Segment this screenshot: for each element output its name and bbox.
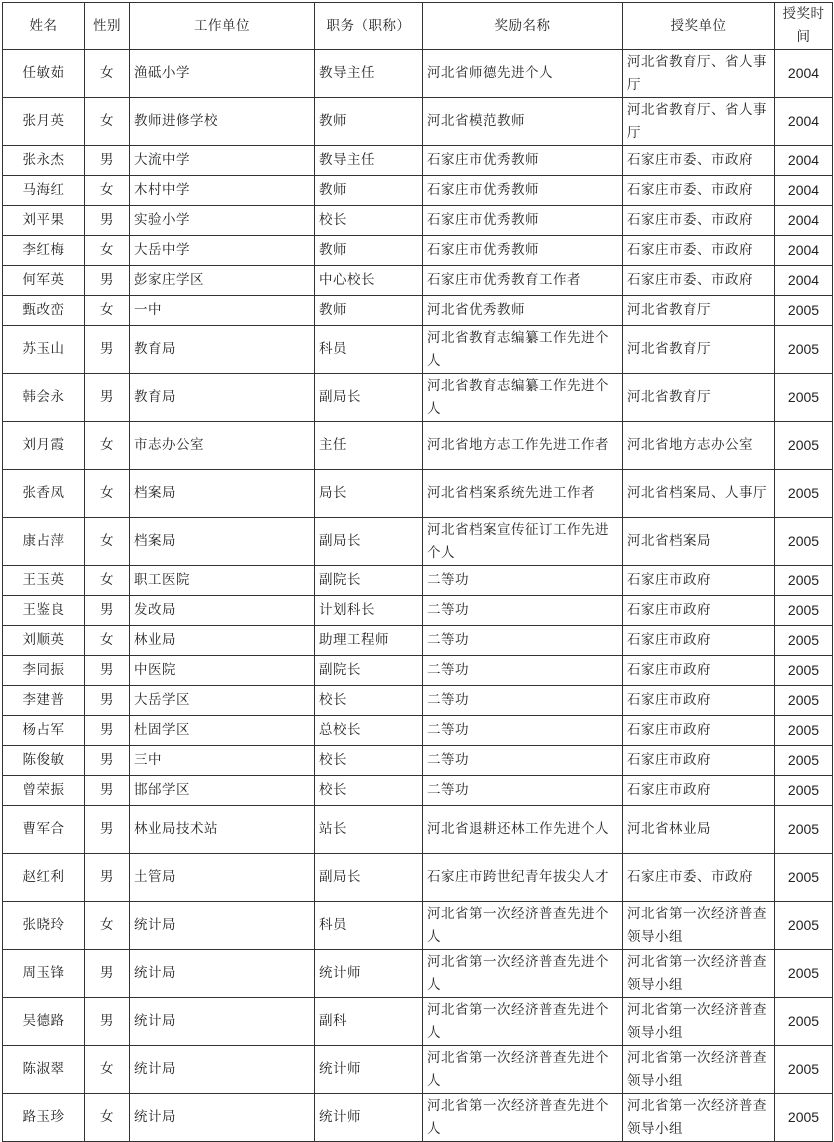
- cell-year: 2005: [775, 656, 833, 686]
- cell-year: 2005: [775, 374, 833, 422]
- table-row: [3, 1046, 833, 1094]
- cell-year: 2005: [775, 626, 833, 656]
- cell-grantor: 石家庄市委、市政府: [623, 236, 775, 266]
- cell-position: 教师: [315, 296, 423, 326]
- cell-unit: 统计局: [130, 998, 315, 1046]
- cell-position: 科员: [315, 326, 423, 374]
- cell-award: 二等功: [423, 596, 623, 626]
- awards-table: [2, 2, 833, 1142]
- cell-award: 河北省教育志编纂工作先进个人: [423, 374, 623, 422]
- cell-year: 2005: [775, 566, 833, 596]
- cell-award: 河北省退耕还林工作先进个人: [423, 806, 623, 854]
- table-row: [3, 266, 833, 296]
- cell-unit: 统计局: [130, 1094, 315, 1142]
- table-row: [3, 50, 833, 98]
- cell-year: 2004: [775, 50, 833, 98]
- table-row: [3, 146, 833, 176]
- cell-unit: 职工医院: [130, 566, 315, 596]
- cell-unit: 发改局: [130, 596, 315, 626]
- cell-grantor: 石家庄市委、市政府: [623, 176, 775, 206]
- cell-gender: 男: [85, 596, 130, 626]
- table-row: [3, 566, 833, 596]
- cell-year: 2005: [775, 1046, 833, 1094]
- cell-position: 教师: [315, 176, 423, 206]
- cell-year: 2005: [775, 686, 833, 716]
- cell-award: 河北省第一次经济普查先进个人: [423, 950, 623, 998]
- cell-year: 2005: [775, 518, 833, 566]
- cell-award: 河北省教育志编纂工作先进个人: [423, 326, 623, 374]
- cell-gender: 男: [85, 686, 130, 716]
- cell-unit: 市志办公室: [130, 422, 315, 470]
- cell-name: 陈俊敏: [3, 746, 85, 776]
- cell-name: 张月英: [3, 98, 85, 146]
- cell-year: 2005: [775, 470, 833, 518]
- cell-unit: 渔砥小学: [130, 50, 315, 98]
- cell-unit: 大流中学: [130, 146, 315, 176]
- cell-gender: 男: [85, 656, 130, 686]
- cell-grantor: 河北省第一次经济普查领导小组: [623, 902, 775, 950]
- cell-grantor: 河北省教育厅、省人事厅: [623, 50, 775, 98]
- cell-name: 刘平果: [3, 206, 85, 236]
- header-award: 奖励名称: [423, 3, 623, 50]
- table-row: [3, 518, 833, 566]
- cell-year: 2004: [775, 98, 833, 146]
- cell-name: 曹军合: [3, 806, 85, 854]
- cell-grantor: 河北省第一次经济普查领导小组: [623, 998, 775, 1046]
- cell-gender: 男: [85, 374, 130, 422]
- cell-award: 河北省模范教师: [423, 98, 623, 146]
- header-year: 授奖时间: [775, 3, 833, 50]
- cell-position: 校长: [315, 746, 423, 776]
- cell-grantor: 河北省第一次经济普查领导小组: [623, 1046, 775, 1094]
- cell-position: 副院长: [315, 566, 423, 596]
- cell-year: 2005: [775, 596, 833, 626]
- cell-gender: 男: [85, 806, 130, 854]
- cell-grantor: 石家庄市政府: [623, 686, 775, 716]
- table-row: [3, 374, 833, 422]
- cell-name: 赵红利: [3, 854, 85, 902]
- cell-year: 2005: [775, 902, 833, 950]
- cell-year: 2004: [775, 176, 833, 206]
- cell-name: 张晓玲: [3, 902, 85, 950]
- cell-year: 2005: [775, 854, 833, 902]
- cell-unit: 邯邰学区: [130, 776, 315, 806]
- cell-grantor: 石家庄市政府: [623, 656, 775, 686]
- cell-unit: 统计局: [130, 902, 315, 950]
- cell-gender: 男: [85, 854, 130, 902]
- cell-gender: 女: [85, 50, 130, 98]
- cell-gender: 女: [85, 98, 130, 146]
- cell-position: 教导主任: [315, 146, 423, 176]
- cell-name: 苏玉山: [3, 326, 85, 374]
- cell-grantor: 石家庄市政府: [623, 596, 775, 626]
- cell-unit: 大岳中学: [130, 236, 315, 266]
- table-row: [3, 296, 833, 326]
- cell-name: 吴德路: [3, 998, 85, 1046]
- cell-name: 何军英: [3, 266, 85, 296]
- cell-name: 路玉珍: [3, 1094, 85, 1142]
- cell-year: 2005: [775, 950, 833, 998]
- cell-grantor: 石家庄市委、市政府: [623, 206, 775, 236]
- cell-grantor: 河北省教育厅: [623, 326, 775, 374]
- cell-grantor: 石家庄市委、市政府: [623, 266, 775, 296]
- cell-year: 2004: [775, 236, 833, 266]
- cell-position: 校长: [315, 206, 423, 236]
- cell-name: 马海红: [3, 176, 85, 206]
- cell-award: 河北省地方志工作先进工作者: [423, 422, 623, 470]
- cell-name: 韩会永: [3, 374, 85, 422]
- cell-position: 总校长: [315, 716, 423, 746]
- table-row: [3, 776, 833, 806]
- cell-award: 河北省优秀教师: [423, 296, 623, 326]
- cell-unit: 档案局: [130, 470, 315, 518]
- cell-grantor: 石家庄市委、市政府: [623, 854, 775, 902]
- cell-gender: 女: [85, 422, 130, 470]
- cell-name: 李红梅: [3, 236, 85, 266]
- cell-position: 站长: [315, 806, 423, 854]
- cell-position: 副局长: [315, 518, 423, 566]
- cell-unit: 林业局: [130, 626, 315, 656]
- cell-unit: 教育局: [130, 326, 315, 374]
- cell-year: 2004: [775, 266, 833, 296]
- cell-position: 主任: [315, 422, 423, 470]
- cell-gender: 女: [85, 236, 130, 266]
- cell-gender: 女: [85, 902, 130, 950]
- cell-gender: 女: [85, 176, 130, 206]
- cell-position: 统计师: [315, 1046, 423, 1094]
- cell-gender: 男: [85, 746, 130, 776]
- cell-gender: 女: [85, 626, 130, 656]
- cell-award: 石家庄市优秀教师: [423, 176, 623, 206]
- cell-year: 2004: [775, 206, 833, 236]
- cell-award: 二等功: [423, 776, 623, 806]
- cell-position: 校长: [315, 776, 423, 806]
- cell-gender: 男: [85, 776, 130, 806]
- cell-award: 石家庄市跨世纪青年拔尖人才: [423, 854, 623, 902]
- cell-year: 2005: [775, 422, 833, 470]
- cell-name: 甄改峦: [3, 296, 85, 326]
- table-row: [3, 746, 833, 776]
- cell-position: 副院长: [315, 656, 423, 686]
- table-row: [3, 806, 833, 854]
- cell-grantor: 河北省教育厅: [623, 296, 775, 326]
- cell-unit: 杜固学区: [130, 716, 315, 746]
- cell-award: 二等功: [423, 746, 623, 776]
- cell-grantor: 石家庄市政府: [623, 746, 775, 776]
- cell-position: 助理工程师: [315, 626, 423, 656]
- cell-grantor: 河北省教育厅: [623, 374, 775, 422]
- cell-grantor: 石家庄市政府: [623, 716, 775, 746]
- cell-gender: 男: [85, 326, 130, 374]
- cell-unit: 中医院: [130, 656, 315, 686]
- table-row: [3, 98, 833, 146]
- cell-position: 教师: [315, 236, 423, 266]
- cell-award: 石家庄市优秀教师: [423, 206, 623, 236]
- cell-unit: 林业局技术站: [130, 806, 315, 854]
- table-row: [3, 626, 833, 656]
- cell-gender: 女: [85, 1046, 130, 1094]
- cell-position: 副局长: [315, 854, 423, 902]
- cell-unit: 统计局: [130, 950, 315, 998]
- cell-name: 李建普: [3, 686, 85, 716]
- table-row: [3, 716, 833, 746]
- table-row: [3, 206, 833, 236]
- cell-gender: 男: [85, 998, 130, 1046]
- cell-unit: 三中: [130, 746, 315, 776]
- cell-grantor: 石家庄市政府: [623, 776, 775, 806]
- cell-grantor: 河北省第一次经济普查领导小组: [623, 950, 775, 998]
- table-row: [3, 422, 833, 470]
- cell-name: 张香凤: [3, 470, 85, 518]
- cell-unit: 一中: [130, 296, 315, 326]
- table-row: [3, 470, 833, 518]
- cell-grantor: 石家庄市政府: [623, 626, 775, 656]
- cell-grantor: 石家庄市政府: [623, 566, 775, 596]
- cell-gender: 女: [85, 296, 130, 326]
- table-row: [3, 686, 833, 716]
- cell-award: 河北省第一次经济普查先进个人: [423, 1046, 623, 1094]
- cell-name: 杨占军: [3, 716, 85, 746]
- table-row: [3, 950, 833, 998]
- cell-name: 李同振: [3, 656, 85, 686]
- cell-award: 二等功: [423, 716, 623, 746]
- header-unit: 工作单位: [130, 3, 315, 50]
- cell-unit: 彭家庄学区: [130, 266, 315, 296]
- cell-grantor: 河北省档案局: [623, 518, 775, 566]
- cell-name: 任敏茹: [3, 50, 85, 98]
- cell-gender: 男: [85, 146, 130, 176]
- cell-award: 河北省第一次经济普查先进个人: [423, 902, 623, 950]
- cell-award: 河北省第一次经济普查先进个人: [423, 1094, 623, 1142]
- cell-name: 曾荣振: [3, 776, 85, 806]
- cell-unit: 土管局: [130, 854, 315, 902]
- table-row: [3, 998, 833, 1046]
- cell-position: 副科: [315, 998, 423, 1046]
- cell-grantor: 石家庄市委、市政府: [623, 146, 775, 176]
- cell-year: 2005: [775, 1094, 833, 1142]
- table-row: [3, 902, 833, 950]
- cell-grantor: 河北省档案局、人事厅: [623, 470, 775, 518]
- cell-gender: 女: [85, 470, 130, 518]
- cell-grantor: 河北省教育厅、省人事厅: [623, 98, 775, 146]
- table-row: [3, 326, 833, 374]
- cell-gender: 女: [85, 566, 130, 596]
- cell-year: 2005: [775, 998, 833, 1046]
- cell-year: 2005: [775, 296, 833, 326]
- cell-award: 河北省档案系统先进工作者: [423, 470, 623, 518]
- cell-name: 康占萍: [3, 518, 85, 566]
- cell-position: 校长: [315, 686, 423, 716]
- cell-grantor: 河北省地方志办公室: [623, 422, 775, 470]
- cell-year: 2005: [775, 326, 833, 374]
- cell-unit: 教师进修学校: [130, 98, 315, 146]
- cell-award: 河北省师德先进个人: [423, 50, 623, 98]
- cell-name: 张永杰: [3, 146, 85, 176]
- cell-position: 副局长: [315, 374, 423, 422]
- cell-unit: 木村中学: [130, 176, 315, 206]
- cell-position: 科员: [315, 902, 423, 950]
- cell-position: 教导主任: [315, 50, 423, 98]
- cell-grantor: 河北省第一次经济普查领导小组: [623, 1094, 775, 1142]
- cell-gender: 男: [85, 266, 130, 296]
- cell-award: 石家庄市优秀教育工作者: [423, 266, 623, 296]
- table-row: [3, 236, 833, 266]
- cell-award: 石家庄市优秀教师: [423, 236, 623, 266]
- cell-year: 2005: [775, 746, 833, 776]
- cell-award: 二等功: [423, 656, 623, 686]
- cell-position: 统计师: [315, 1094, 423, 1142]
- cell-position: 中心校长: [315, 266, 423, 296]
- cell-award: 二等功: [423, 626, 623, 656]
- cell-name: 陈淑翠: [3, 1046, 85, 1094]
- cell-unit: 大岳学区: [130, 686, 315, 716]
- header-gender: 性别: [85, 3, 130, 50]
- cell-year: 2005: [775, 806, 833, 854]
- cell-unit: 实验小学: [130, 206, 315, 236]
- cell-award: 河北省档案宣传征订工作先进个人: [423, 518, 623, 566]
- cell-gender: 男: [85, 206, 130, 236]
- table-row: [3, 176, 833, 206]
- cell-gender: 女: [85, 1094, 130, 1142]
- cell-year: 2005: [775, 716, 833, 746]
- table-row: [3, 596, 833, 626]
- header-position: 职务（职称）: [315, 3, 423, 50]
- cell-year: 2005: [775, 776, 833, 806]
- table-row: [3, 1094, 833, 1142]
- table-row: [3, 854, 833, 902]
- cell-unit: 统计局: [130, 1046, 315, 1094]
- cell-name: 刘顺英: [3, 626, 85, 656]
- cell-position: 教师: [315, 98, 423, 146]
- cell-name: 周玉锋: [3, 950, 85, 998]
- header-name: 姓名: [3, 3, 85, 50]
- cell-award: 二等功: [423, 686, 623, 716]
- header-grantor: 授奖单位: [623, 3, 775, 50]
- cell-position: 局长: [315, 470, 423, 518]
- cell-award: 河北省第一次经济普查先进个人: [423, 998, 623, 1046]
- cell-name: 王鉴良: [3, 596, 85, 626]
- cell-unit: 档案局: [130, 518, 315, 566]
- cell-position: 统计师: [315, 950, 423, 998]
- cell-grantor: 河北省林业局: [623, 806, 775, 854]
- table-row: [3, 656, 833, 686]
- cell-name: 王玉英: [3, 566, 85, 596]
- cell-award: 二等功: [423, 566, 623, 596]
- cell-award: 石家庄市优秀教师: [423, 146, 623, 176]
- cell-year: 2004: [775, 146, 833, 176]
- cell-unit: 教育局: [130, 374, 315, 422]
- cell-position: 计划科长: [315, 596, 423, 626]
- header-row: [3, 3, 833, 50]
- cell-name: 刘月霞: [3, 422, 85, 470]
- cell-gender: 女: [85, 518, 130, 566]
- cell-gender: 男: [85, 716, 130, 746]
- cell-gender: 男: [85, 950, 130, 998]
